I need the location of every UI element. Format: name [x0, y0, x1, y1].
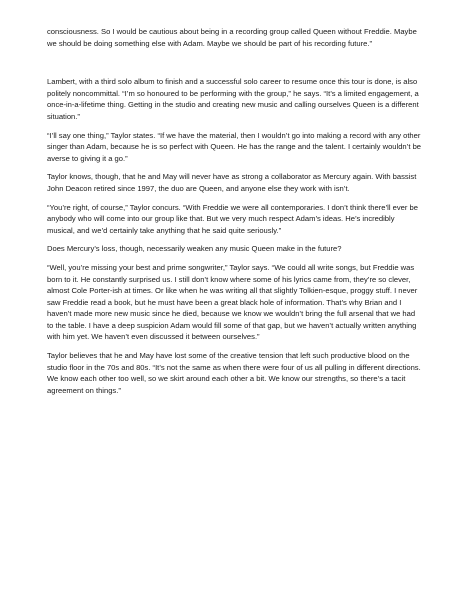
paragraph: Does Mercury’s loss, though, necessarily weaken any music Queen make in the future?: [47, 244, 342, 254]
paragraph: Lambert, with a third solo album to finish and a successful solo career to resume once this tour is done, is also politely noncommittal. “I’m so honoured to be performing with the group,” he says. “It’s a limited engagement, a once-in-a-lifetime thing. Getting in the studio and creating new music and calling ourselves Queen is a different situation.”: [47, 77, 419, 121]
paragraph: “Well, you’re missing your best and prime songwriter,” Taylor says. “We could all write songs, but Freddie was born to it. He constantly surprised us. I still don’t know where some of his lyrics came from, they’re so clever, almost Cole Porter-ish at times. Or like when he was writing all that slightly Tolkien-esque, proggy stuff. I never saw Freddie read a book, but he must have been a great black hole of information. That’s why Brian and I haven’t made more new music since he died, because we know we wouldn’t bring the full arsenal that we had to the table. I have a deep suspicion Adam would fill some of that gap, but we haven’t actually written anything with him yet. We haven’t even discussed it between ourselves.”: [47, 262, 418, 342]
article-body: [47, 26, 423, 403]
paragraph: “You’re right, of course,” Taylor concurs. “With Freddie we were all contemporaries. I don’t think there’ll ever be anybody who will come into our group like that. But we very much respect Adam’s ideas. He’s incredibly musical, and we’d certainly take anything that he said quite seriously.”: [47, 202, 418, 235]
paragraph: consciousness. So I would be cautious about being in a recording group called Queen without Freddie. Maybe we should be doing something else with Adam. Maybe we should be part of his recording future.”: [47, 27, 417, 48]
paragraph: Taylor believes that he and May have lost some of the creative tension that left such productive blood on the studio floor in the 70s and 80s. “It’s not the same as when there were four of us all pulling in different directions. We know each other too well, so we skirt around each other a bit. We know our strengths, so there’s a tacit agreement on things.”: [47, 351, 421, 395]
paragraph: “I’ll say one thing,” Taylor states. “If we have the material, then I wouldn’t go into making a record with any other singer than Adam, because he is so perfect with Queen. He has the range and the talent. I certainly wouldn’t be averse to giving it a go.”: [47, 130, 422, 163]
paragraph: Taylor knows, though, that he and May will never have as strong a collaborator as Mercury again. With bassist John Deacon retired since 1997, the duo are Queen, and anyone else they work with isn’t.: [47, 172, 417, 193]
